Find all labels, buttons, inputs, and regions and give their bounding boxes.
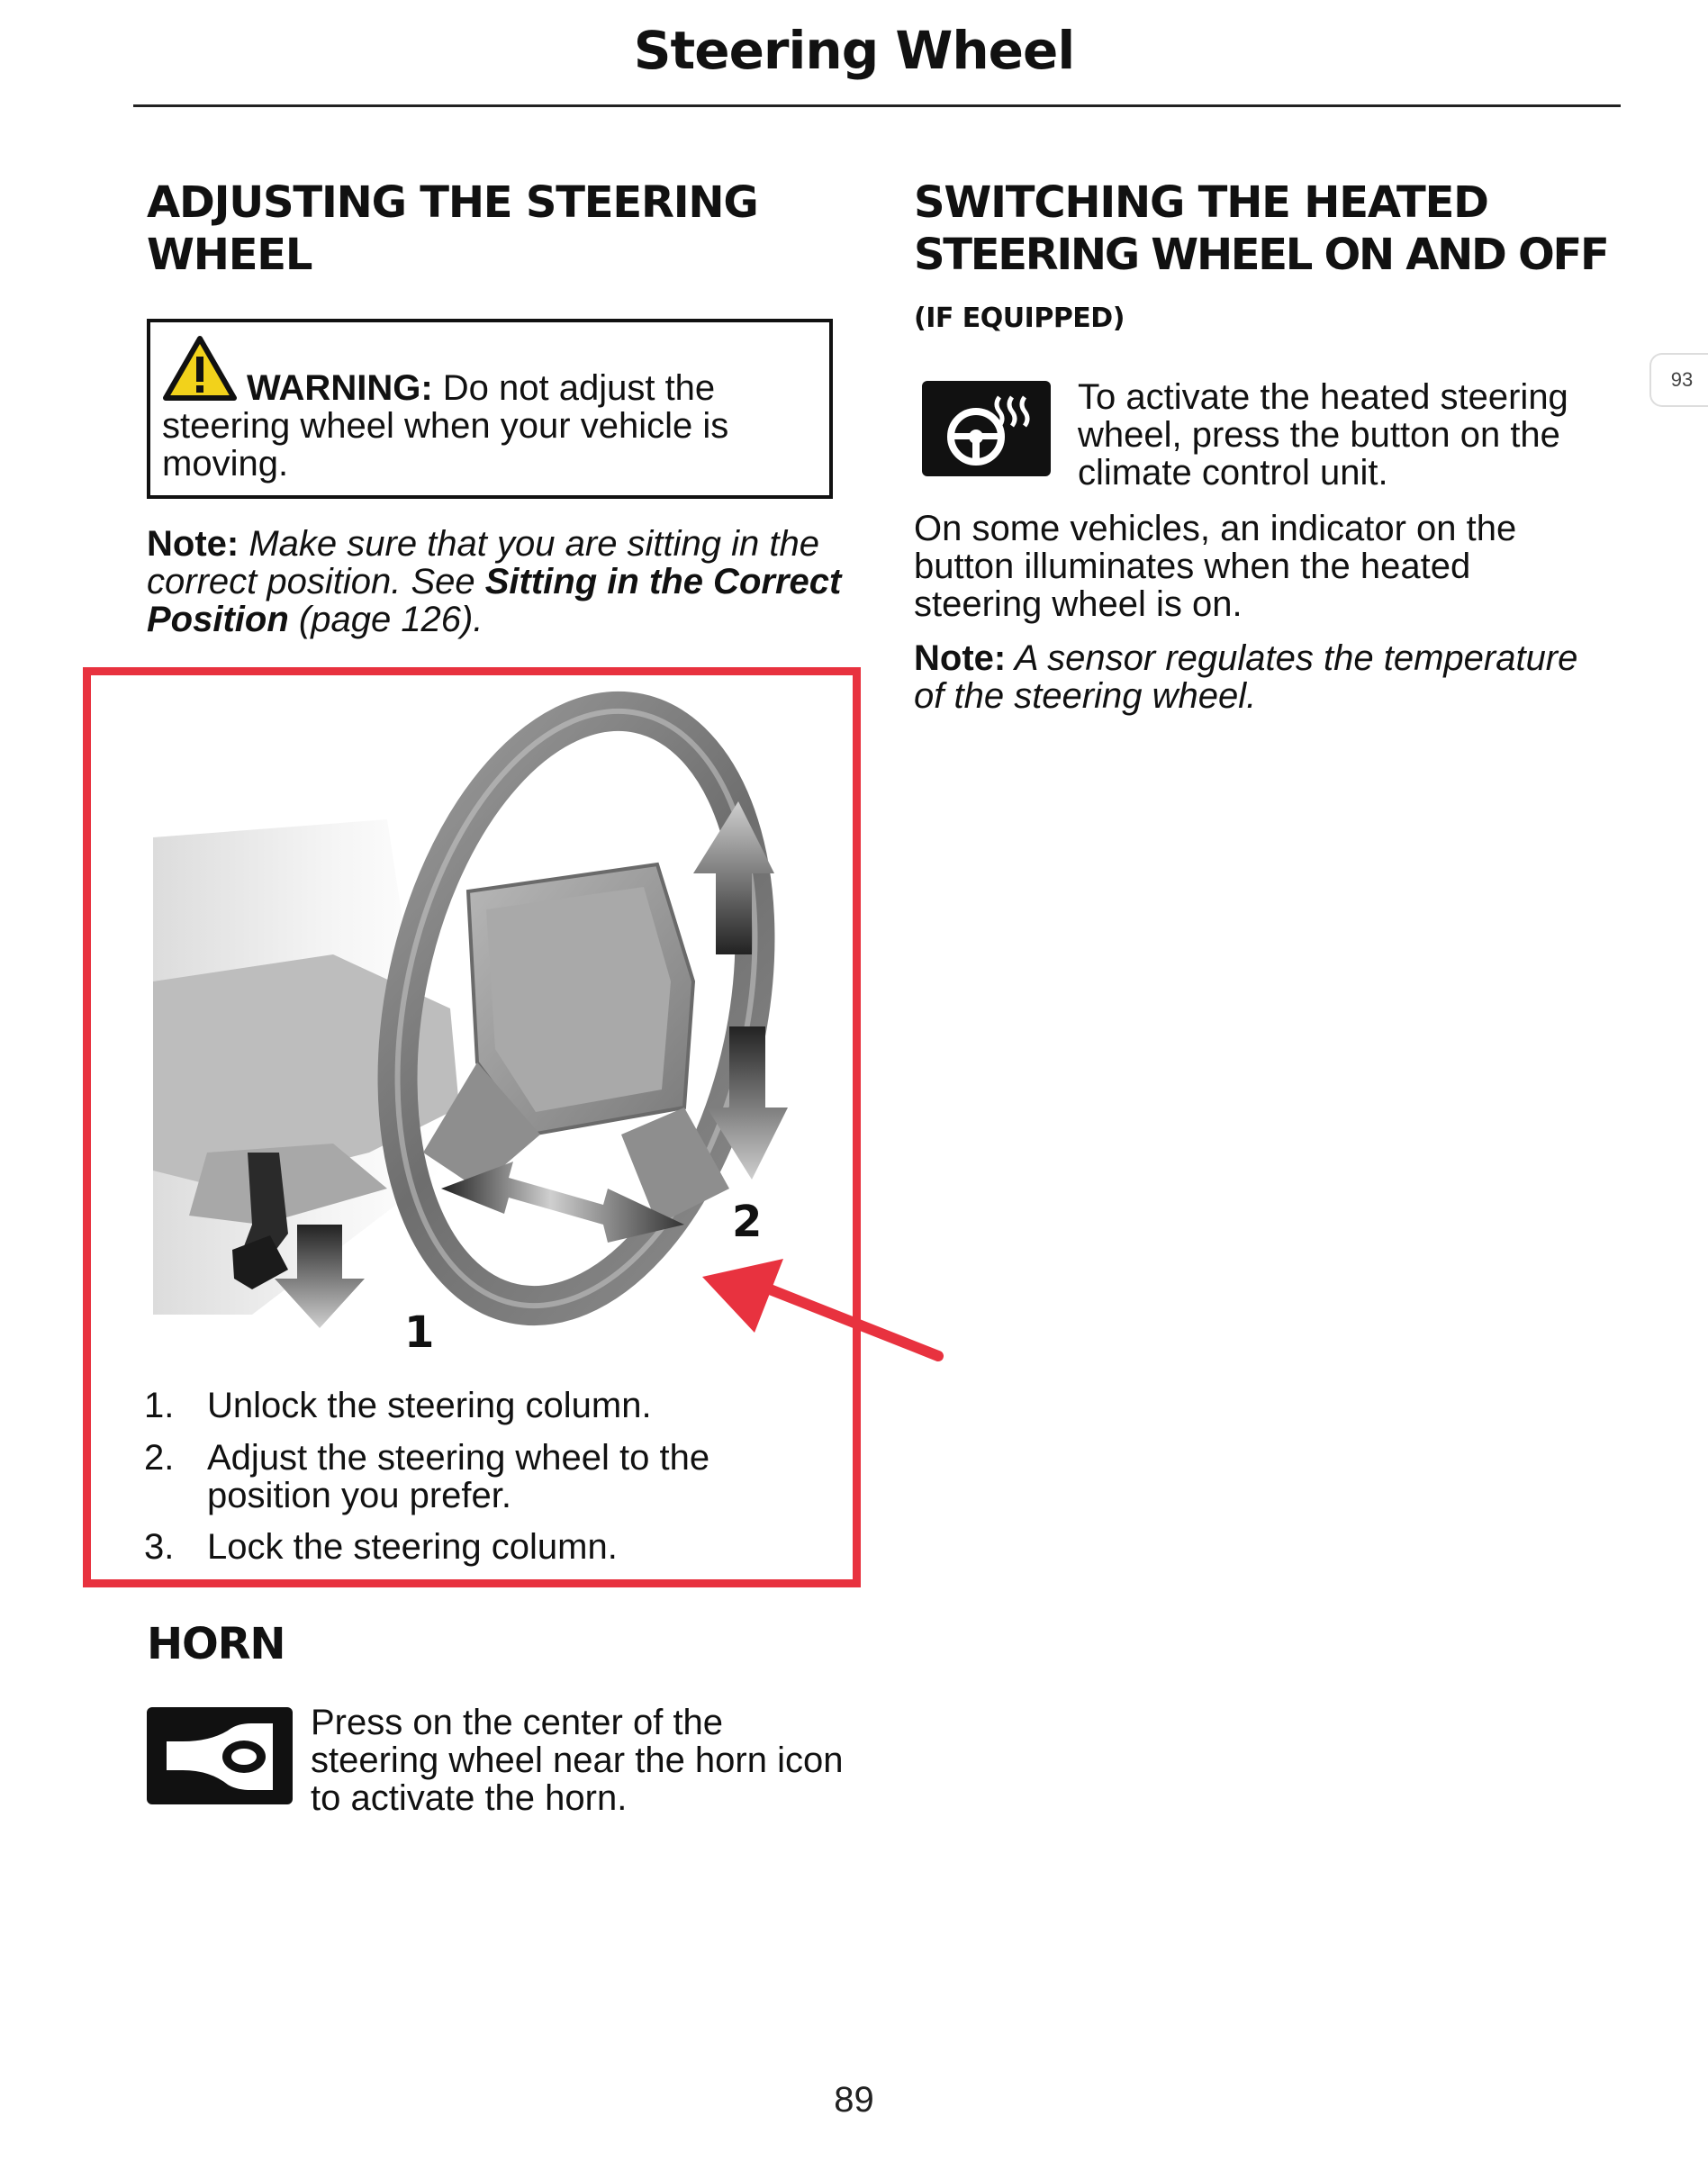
horn-text: to activate the horn. xyxy=(311,1778,628,1818)
step-text: position you prefer. xyxy=(207,1476,511,1515)
section-heading-heated xyxy=(914,176,1607,281)
heated-text: To activate the heated steering xyxy=(1078,377,1568,417)
step-text: Unlock the steering column. xyxy=(207,1386,652,1425)
step-number: 3. xyxy=(144,1527,175,1567)
page-number: 89 xyxy=(834,2080,874,2120)
section-heading-adjusting xyxy=(147,176,758,281)
section-heading-horn: HORN xyxy=(147,1619,285,1669)
step-text: Lock the steering column. xyxy=(207,1527,618,1567)
step-number: 2. xyxy=(144,1438,175,1478)
heading-line: WHEEL xyxy=(147,230,312,280)
warning-line: steering wheel when your vehicle is xyxy=(162,406,729,446)
cross-reference-link[interactable]: Sitting in the Correct xyxy=(484,562,842,601)
heated-steering-wheel-icon xyxy=(922,381,1051,476)
heading-line: SWITCHING THE HEATED xyxy=(914,177,1488,228)
warning-text xyxy=(162,369,728,483)
paragraph-line: button illuminates when the heated xyxy=(914,547,1471,586)
paragraph-line: On some vehicles, an indicator on the xyxy=(914,509,1517,548)
note-line: A sensor regulates the temperature xyxy=(1006,638,1578,678)
horn-text: Press on the center of the xyxy=(311,1703,724,1742)
paragraph-line: steering wheel is on. xyxy=(914,584,1243,624)
figure-label-2: 2 xyxy=(732,1197,763,1247)
pointer-arrow-icon xyxy=(702,1259,945,1385)
cross-reference-link[interactable]: Position xyxy=(147,600,289,639)
note-adjusting xyxy=(147,525,841,638)
horn-icon xyxy=(147,1707,293,1804)
heading-line: ADJUSTING THE STEERING xyxy=(147,177,758,228)
horn-description xyxy=(311,1704,843,1817)
heated-text: wheel, press the button on the xyxy=(1078,415,1560,455)
note-label: Note: xyxy=(147,524,239,564)
heated-description xyxy=(1078,378,1568,492)
step-number: 1. xyxy=(144,1386,175,1425)
note-line: correct position. See xyxy=(147,562,485,601)
note-label: Note: xyxy=(914,638,1007,678)
heated-text: climate control unit. xyxy=(1078,453,1388,493)
warning-label: WARNING: xyxy=(247,368,433,408)
note-line: (page 126). xyxy=(288,600,483,639)
warning-line: Do not adjust the xyxy=(432,368,716,408)
warning-line: moving. xyxy=(162,444,289,484)
page-title: Steering Wheel xyxy=(633,20,1075,81)
horn-text: steering wheel near the horn icon xyxy=(311,1741,844,1780)
note-heated xyxy=(914,639,1577,715)
header-divider xyxy=(133,104,1621,107)
note-line: Make sure that you are sitting in the xyxy=(239,524,820,564)
heated-indicator-paragraph xyxy=(914,510,1516,623)
figure-label-1: 1 xyxy=(404,1307,435,1358)
note-line: of the steering wheel. xyxy=(914,676,1257,716)
side-page-tab[interactable]: 93 xyxy=(1649,353,1708,407)
heading-line: STEERING WHEEL ON AND OFF xyxy=(914,230,1608,280)
if-equipped-label: (IF EQUIPPED) xyxy=(914,303,1125,334)
step-text: Adjust the steering wheel to the xyxy=(207,1438,710,1478)
